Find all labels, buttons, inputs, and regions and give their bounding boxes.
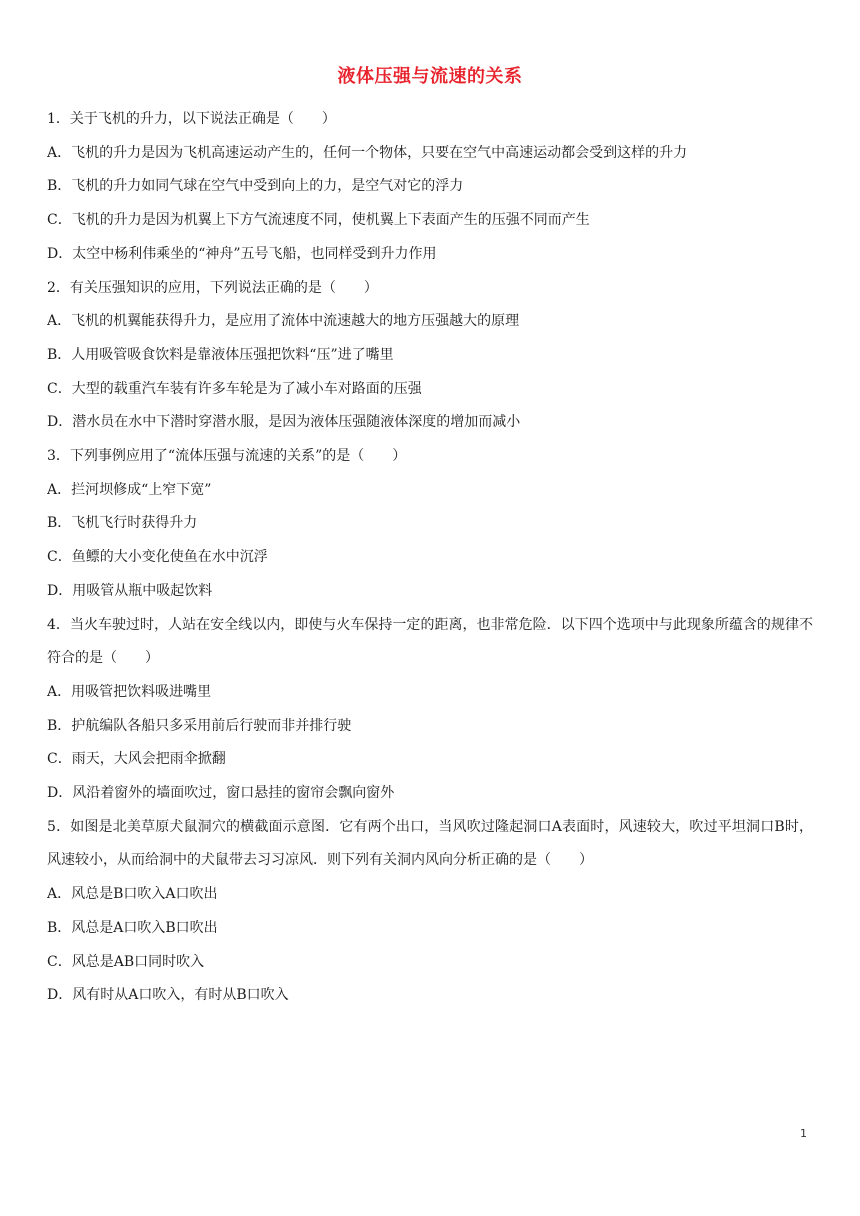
option-d: D．风有时从A口吹入，有时从B口吹入 bbox=[47, 987, 289, 1004]
option-b: B．护航编队各船只多采用前后行驶而非并排行驶 bbox=[47, 717, 352, 734]
question-stem: 4．当火车驶过时，人站在安全线以内，即使与火车保持一定的距离，也非常危险．以下四个选项中与此现象所蕴含的规律不符合的是（ ） bbox=[47, 616, 813, 667]
option-b: B．人用吸管吸食饮料是靠液体压强把饮料“压”进了嘴里 bbox=[47, 346, 394, 363]
option-d: D．风沿着窗外的墙面吹过，窗口悬挂的窗帘会飘向窗外 bbox=[47, 785, 395, 802]
question-stem: 3．下列事例应用了“流体压强与流速的关系”的是（ ） bbox=[47, 448, 407, 465]
option-a: A．用吸管把饮料吸进嘴里 bbox=[47, 683, 212, 700]
option-c: C．飞机的升力是因为机翼上下方气流速度不同，使机翼上下表面产生的压强不同而产生 bbox=[47, 212, 590, 229]
option-d: D．用吸管从瓶中吸起饮料 bbox=[47, 582, 213, 599]
option-a: A．飞机的升力是因为飞机高速运动产生的，任何一个物体，只要在空气中高速运动都会受到这样的升力 bbox=[47, 144, 688, 161]
question-5 bbox=[47, 811, 813, 1013]
option-c: C．雨天，大风会把雨伞掀翻 bbox=[47, 751, 226, 768]
option-b: B．飞机飞行时获得升力 bbox=[47, 515, 198, 532]
page-number: 1 bbox=[800, 1127, 807, 1140]
option-a: A．风总是B口吹入A口吹出 bbox=[47, 886, 218, 903]
option-c: C．风总是AB口同时吹入 bbox=[47, 953, 205, 970]
option-d: D．潜水员在水中下潜时穿潜水服，是因为液体压强随液体深度的增加而减小 bbox=[47, 414, 521, 431]
question-stem: 2．有关压强知识的应用，下列说法正确的是（ ） bbox=[47, 279, 378, 296]
question-stem: 5．如图是北美草原犬鼠洞穴的横截面示意图．它有两个出口，当风吹过隆起洞口A表面时，风速较大，吹过平坦洞口B时，风速较小，从而给洞中的犬鼠带去习习凉风．则下列有关洞内风向分析正确的是（ ） bbox=[47, 818, 813, 869]
question-4 bbox=[47, 609, 813, 811]
question-1 bbox=[47, 103, 813, 272]
question-2 bbox=[47, 272, 813, 441]
option-b: B．风总是A口吹入B口吹出 bbox=[47, 919, 218, 936]
option-b: B．飞机的升力如同气球在空气中受到向上的力，是空气对它的浮力 bbox=[47, 178, 464, 195]
question-stem: 1．关于飞机的升力，以下说法正确是（ ） bbox=[47, 111, 336, 127]
option-a: A．飞机的机翼能获得升力，是应用了流体中流速越大的地方压强越大的原理 bbox=[47, 313, 520, 330]
option-a: A．拦河坝修成“上窄下宽” bbox=[47, 481, 212, 498]
option-c: C．大型的载重汽车装有许多车轮是为了减小车对路面的压强 bbox=[47, 380, 422, 397]
question-3 bbox=[47, 440, 813, 609]
option-d: D．太空中杨利伟乘坐的“神舟”五号飞船，也同样受到升力作用 bbox=[47, 245, 437, 262]
page-title: 液体压强与流速的关系 bbox=[337, 66, 523, 87]
option-c: C．鱼鳔的大小变化使鱼在水中沉浮 bbox=[47, 549, 268, 566]
question-list bbox=[47, 103, 813, 1013]
